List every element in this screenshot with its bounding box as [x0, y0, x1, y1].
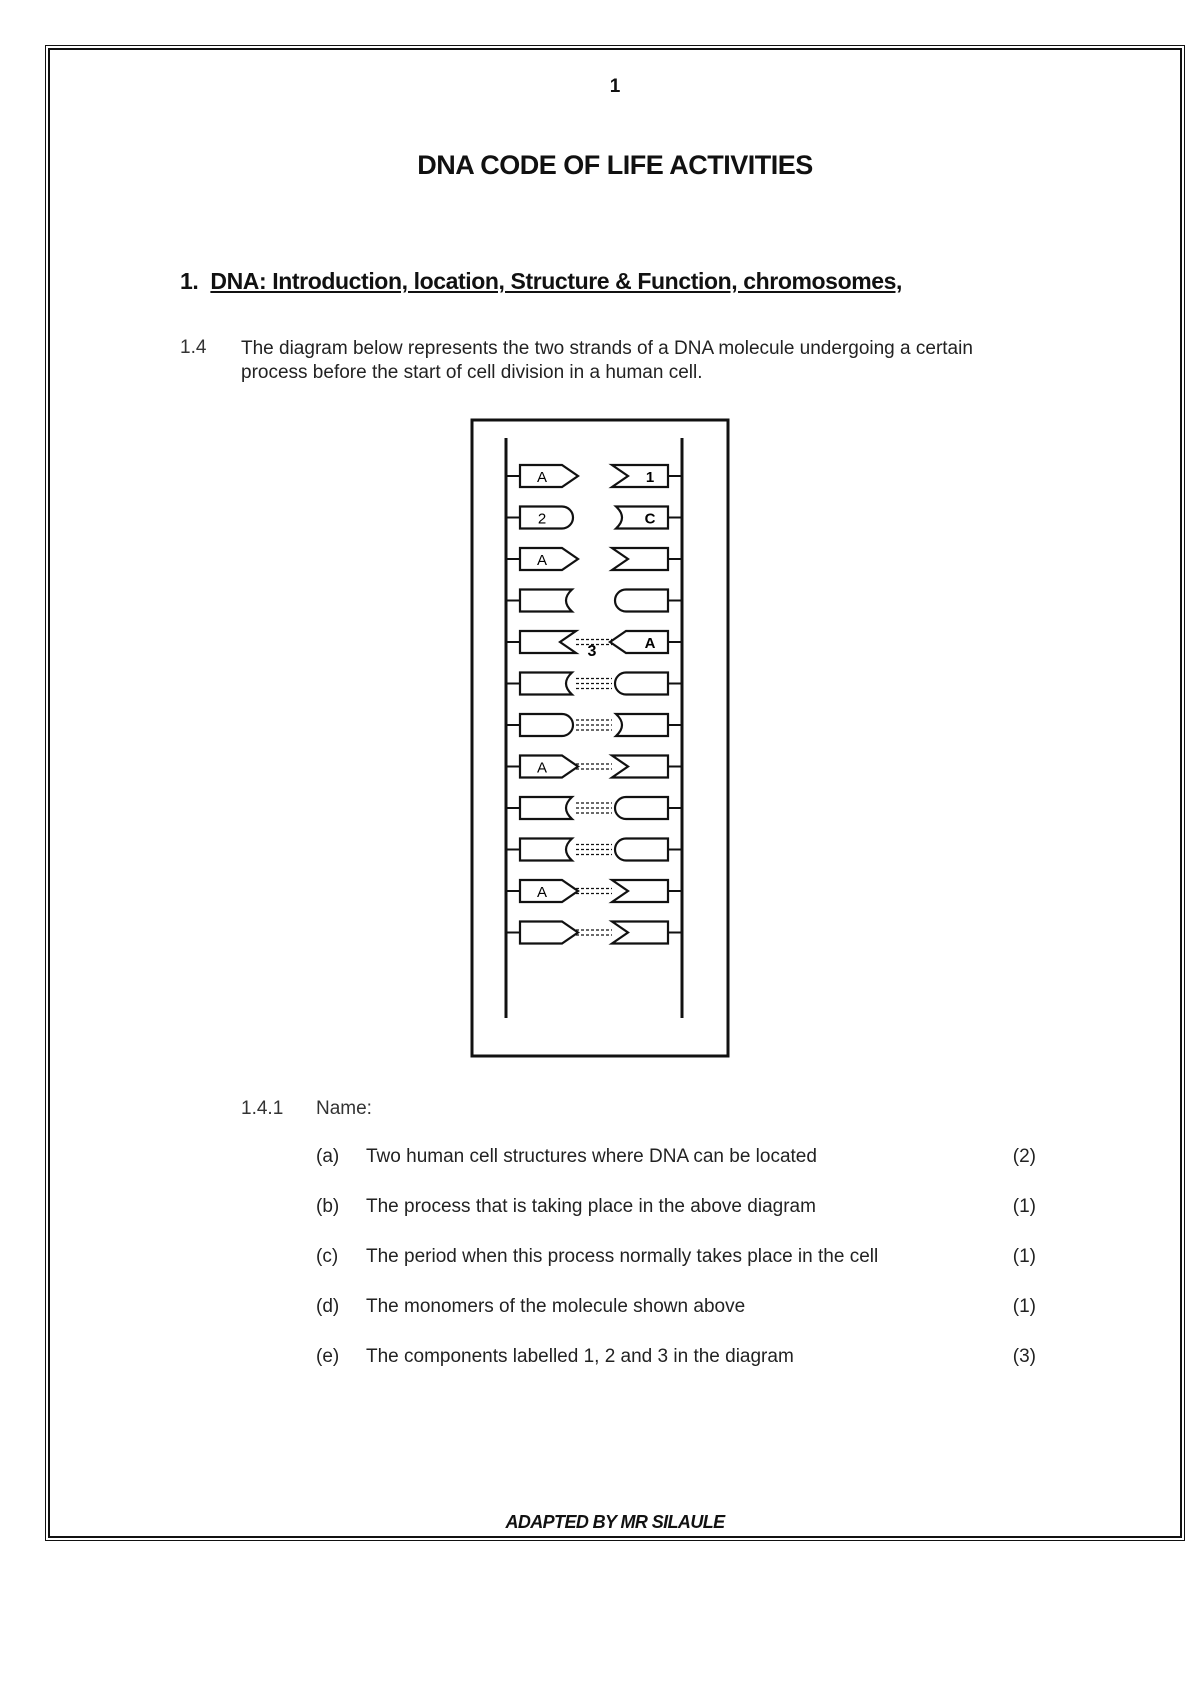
- left-nitrogenous-base: [520, 714, 573, 736]
- item-letter: (b): [316, 1196, 340, 1217]
- left-nitrogenous-base: [520, 507, 573, 529]
- diagram-frame: [472, 420, 728, 1056]
- left-nitrogenous-base: [520, 673, 572, 695]
- subquestion-number: 1.4.1: [241, 1098, 284, 1119]
- subquestion-item-c: [316, 1246, 1036, 1296]
- label-3: 3: [587, 643, 597, 660]
- item-marks: (2): [1012, 1146, 1036, 1167]
- section-heading-text: DNA: Introduction, location, Structure & Function, chromosomes,: [210, 268, 903, 294]
- item-text: The components labelled 1, 2 and 3 in the diagram: [366, 1346, 794, 1367]
- right-base-label: A: [644, 635, 656, 652]
- item-text: The period when this process normally takes place in the cell: [366, 1246, 879, 1267]
- item-text: The process that is taking place in the above diagram: [366, 1196, 816, 1217]
- item-letter: (d): [316, 1296, 340, 1317]
- item-marks: (1): [1012, 1196, 1036, 1217]
- left-base-label: A: [536, 759, 548, 777]
- item-text: Two human cell structures where DNA can be located: [366, 1146, 817, 1167]
- right-nitrogenous-base: [615, 590, 668, 612]
- footer-credit: ADAPTED BY MR SILAULE: [505, 1512, 725, 1532]
- dna-replication-diagram: [470, 418, 730, 1058]
- left-nitrogenous-base: [520, 839, 572, 861]
- subquestion-item-b: [316, 1196, 1036, 1246]
- subquestion-item-a: [316, 1146, 1036, 1196]
- subquestion-item-d: [316, 1296, 1036, 1346]
- right-nitrogenous-base: [616, 714, 668, 736]
- left-nitrogenous-base: [520, 590, 572, 612]
- item-text: The monomers of the molecule shown above: [366, 1296, 746, 1317]
- page-number: 1: [609, 76, 621, 97]
- item-marks: (1): [1012, 1246, 1036, 1267]
- subquestion-items: [316, 1146, 1036, 1396]
- question-number: 1.4: [180, 337, 207, 358]
- item-marks: (3): [1012, 1346, 1036, 1367]
- left-base-label: A: [536, 552, 548, 569]
- subquestion-label: Name:: [316, 1098, 372, 1119]
- right-nitrogenous-base: [615, 797, 668, 819]
- item-marks: (1): [1012, 1296, 1036, 1317]
- item-letter: (a): [316, 1146, 340, 1167]
- right-nitrogenous-base: [616, 507, 668, 529]
- right-nitrogenous-base: [615, 839, 668, 861]
- item-letter: (e): [316, 1346, 340, 1367]
- left-base-label: 2: [537, 510, 547, 528]
- left-nitrogenous-base: [520, 797, 572, 819]
- right-base-label: 1: [645, 469, 655, 486]
- section-heading: [180, 268, 902, 295]
- subquestion-item-e: [316, 1346, 1036, 1396]
- left-base-label: A: [536, 884, 548, 901]
- right-nitrogenous-base: [615, 673, 668, 695]
- question-text: The diagram below represents the two strands of a DNA molecule undergoing a certain process before the start of cell division in a human cell.: [241, 338, 973, 383]
- item-letter: (c): [316, 1246, 339, 1267]
- section-number: 1.: [180, 268, 199, 294]
- right-base-label: C: [644, 510, 656, 528]
- document-title: DNA CODE OF LIFE ACTIVITIES: [417, 150, 813, 180]
- left-base-label: A: [536, 469, 548, 486]
